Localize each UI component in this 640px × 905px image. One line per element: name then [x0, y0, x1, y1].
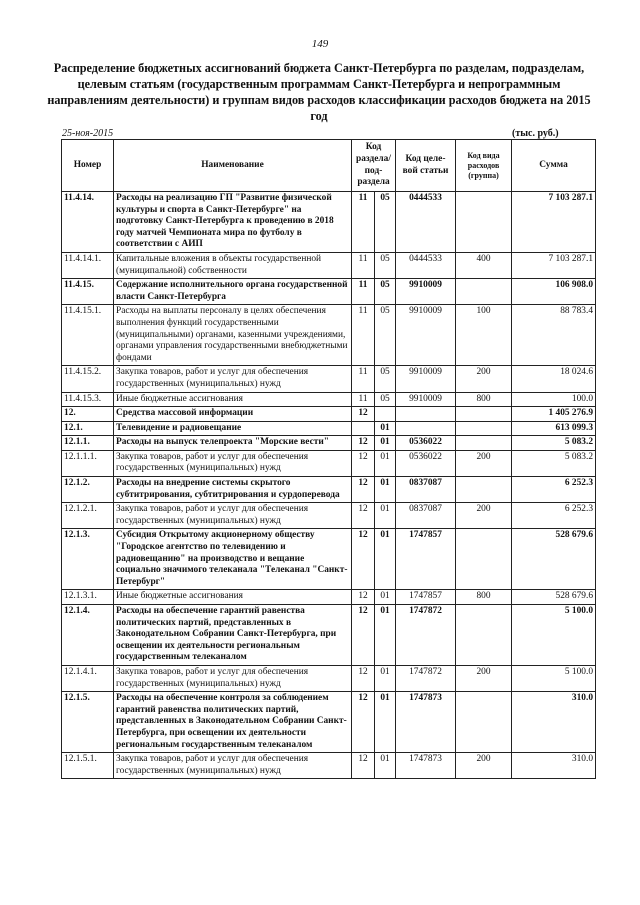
- row-number: 11.4.14.: [62, 192, 114, 253]
- table-row: [62, 477, 596, 503]
- row-subsection: 05: [375, 279, 396, 305]
- table-row: [62, 665, 596, 691]
- row-section: 12: [352, 590, 375, 605]
- row-number: 12.1.: [62, 421, 114, 436]
- table-row: [62, 279, 596, 305]
- row-subsection: 01: [375, 503, 396, 529]
- row-name: Расходы на выпуск телепроекта "Морские вести": [114, 436, 352, 451]
- row-sum: 310.0: [512, 692, 596, 753]
- table-row: [62, 305, 596, 366]
- row-subsection: 01: [375, 605, 396, 666]
- row-number: 12.: [62, 407, 114, 422]
- row-subsection: 05: [375, 192, 396, 253]
- table-row: [62, 605, 596, 666]
- row-name: Расходы на внедрение системы скрытого субтитрирования, субтитрирования и сурдоперевода: [114, 477, 352, 503]
- table-row: [62, 392, 596, 407]
- table-row: [62, 753, 596, 779]
- row-number: 11.4.14.1.: [62, 252, 114, 278]
- row-sum: 528 679.6: [512, 529, 596, 590]
- table-row: [62, 692, 596, 753]
- row-name: Закупка товаров, работ и услуг для обеспечения государственных (муниципальных) нужд: [114, 503, 352, 529]
- row-article: 9910009: [396, 279, 456, 305]
- row-group: [456, 529, 512, 590]
- row-sum: 7 103 287.1: [512, 192, 596, 253]
- row-section: 11: [352, 305, 375, 366]
- row-section: 12: [352, 665, 375, 691]
- row-section: 12: [352, 477, 375, 503]
- row-section: 11: [352, 392, 375, 407]
- header-number: Номер: [62, 140, 114, 192]
- table-row: [62, 407, 596, 422]
- row-sum: 5 083.2: [512, 436, 596, 451]
- row-group: [456, 279, 512, 305]
- row-subsection: 01: [375, 477, 396, 503]
- row-number: 11.4.15.2.: [62, 366, 114, 392]
- row-subsection: 01: [375, 529, 396, 590]
- row-subsection: 01: [375, 436, 396, 451]
- row-group: 400: [456, 252, 512, 278]
- row-number: 11.4.15.: [62, 279, 114, 305]
- row-sum: 18 024.6: [512, 366, 596, 392]
- row-article: [396, 421, 456, 436]
- row-article: 0536022: [396, 450, 456, 476]
- table-row: [62, 436, 596, 451]
- row-name: Закупка товаров, работ и услуг для обеспечения государственных (муниципальных) нужд: [114, 450, 352, 476]
- row-article: [396, 407, 456, 422]
- row-subsection: 05: [375, 366, 396, 392]
- table-body: [62, 192, 596, 779]
- row-number: 12.1.3.1.: [62, 590, 114, 605]
- row-sum: 88 783.4: [512, 305, 596, 366]
- row-name: Расходы на выплаты персоналу в целях обеспечения выполнения функций государственными (муниципальными) органами, казенными учреждениями, органами управления государственными внебюджетными фондами: [114, 305, 352, 366]
- row-group: [456, 192, 512, 253]
- row-article: 1747872: [396, 605, 456, 666]
- row-number: 12.1.2.1.: [62, 503, 114, 529]
- row-name: Средства массовой информации: [114, 407, 352, 422]
- row-group: 200: [456, 753, 512, 779]
- row-subsection: 01: [375, 665, 396, 691]
- table-row: [62, 590, 596, 605]
- header-section: Код раздела/ под-раздела: [352, 140, 396, 192]
- row-sum: 5 100.0: [512, 665, 596, 691]
- row-subsection: 05: [375, 252, 396, 278]
- row-section: 11: [352, 252, 375, 278]
- row-section: 12: [352, 605, 375, 666]
- row-subsection: [375, 407, 396, 422]
- row-name: Закупка товаров, работ и услуг для обеспечения государственных (муниципальных) нужд: [114, 366, 352, 392]
- row-group: 800: [456, 392, 512, 407]
- row-subsection: 01: [375, 421, 396, 436]
- row-article: 1747872: [396, 665, 456, 691]
- row-article: 0536022: [396, 436, 456, 451]
- header-group: Код вида расходов (группа): [456, 140, 512, 192]
- row-sum: 310.0: [512, 753, 596, 779]
- row-subsection: 01: [375, 753, 396, 779]
- row-group: [456, 436, 512, 451]
- row-group: 800: [456, 590, 512, 605]
- row-sum: 6 252.3: [512, 477, 596, 503]
- row-number: 12.1.3.: [62, 529, 114, 590]
- row-group: [456, 692, 512, 753]
- row-section: 12: [352, 692, 375, 753]
- row-name: Капитальные вложения в объекты государственной (муниципальной) собственности: [114, 252, 352, 278]
- row-number: 12.1.4.: [62, 605, 114, 666]
- row-article: 0444533: [396, 252, 456, 278]
- row-subsection: 05: [375, 305, 396, 366]
- table-row: [62, 529, 596, 590]
- row-number: 12.1.4.1.: [62, 665, 114, 691]
- row-section: 11: [352, 279, 375, 305]
- row-article: 1747857: [396, 590, 456, 605]
- document-title: Распределение бюджетных ассигнований бюджета Санкт-Петербурга по разделам, подразделам, целевым статьям (государственным программам Санкт-Петербурга и непрограммным направлениям деятельности) и группам видов расходов классификации расходов бюджета на 2015 год: [47, 61, 591, 123]
- row-number: 12.1.5.1.: [62, 753, 114, 779]
- row-group: [456, 421, 512, 436]
- table-header-row: [62, 140, 596, 192]
- table-row: [62, 366, 596, 392]
- table-row: [62, 503, 596, 529]
- row-article: 1747873: [396, 753, 456, 779]
- row-section: 12: [352, 529, 375, 590]
- row-subsection: 01: [375, 450, 396, 476]
- row-name: Расходы на реализацию ГП "Развитие физической культуры и спорта в Санкт-Петербурге" на подготовку Санкт-Петербурга к проведению в 2018 году матчей Чемпионата мира по футболу в соответствии с АИП: [114, 192, 352, 253]
- row-group: 200: [456, 366, 512, 392]
- header-name: Наименование: [114, 140, 352, 192]
- row-section: 11: [352, 366, 375, 392]
- row-sum: 1 405 276.9: [512, 407, 596, 422]
- row-article: 0444533: [396, 192, 456, 253]
- row-article: 9910009: [396, 305, 456, 366]
- header-article: Код целе-вой статьи: [396, 140, 456, 192]
- row-name: Расходы на обеспечение контроля за соблюдением гарантий равенства политических партий, представленных в Законодательном Собрании Санкт-Петербурга, при освещении их деятельности региональным государственным телеканалом: [114, 692, 352, 753]
- row-name: Иные бюджетные ассигнования: [114, 392, 352, 407]
- row-name: Закупка товаров, работ и услуг для обеспечения государственных (муниципальных) нужд: [114, 753, 352, 779]
- row-number: 11.4.15.3.: [62, 392, 114, 407]
- row-section: 12: [352, 450, 375, 476]
- row-article: 0837087: [396, 503, 456, 529]
- table-row: [62, 192, 596, 253]
- row-section: [352, 421, 375, 436]
- budget-table: [61, 139, 596, 779]
- row-name: Субсидия Открытому акционерному обществу "Городское агентство по телевидению и радиовещанию" на производство и вещание социально значимого телеканала "Телеканал "Санкт-Петербург": [114, 529, 352, 590]
- row-group: [456, 407, 512, 422]
- row-sum: 528 679.6: [512, 590, 596, 605]
- row-name: Закупка товаров, работ и услуг для обеспечения государственных (муниципальных) нужд: [114, 665, 352, 691]
- row-number: 12.1.2.: [62, 477, 114, 503]
- row-group: 200: [456, 665, 512, 691]
- row-sum: 7 103 287.1: [512, 252, 596, 278]
- row-subsection: 01: [375, 692, 396, 753]
- row-sum: 5 083.2: [512, 450, 596, 476]
- row-section: 12: [352, 436, 375, 451]
- row-sum: 5 100.0: [512, 605, 596, 666]
- row-section: 12: [352, 503, 375, 529]
- row-number: 12.1.1.: [62, 436, 114, 451]
- row-name: Иные бюджетные ассигнования: [114, 590, 352, 605]
- page-number: 149: [311, 38, 329, 50]
- row-article: 0837087: [396, 477, 456, 503]
- row-article: 9910009: [396, 392, 456, 407]
- row-sum: 613 099.3: [512, 421, 596, 436]
- row-number: 11.4.15.1.: [62, 305, 114, 366]
- row-subsection: 01: [375, 590, 396, 605]
- row-number: 12.1.5.: [62, 692, 114, 753]
- row-group: 100: [456, 305, 512, 366]
- row-group: 200: [456, 503, 512, 529]
- row-number: 12.1.1.1.: [62, 450, 114, 476]
- row-article: 1747873: [396, 692, 456, 753]
- row-sum: 100.0: [512, 392, 596, 407]
- row-group: [456, 605, 512, 666]
- row-group: [456, 477, 512, 503]
- row-sum: 6 252.3: [512, 503, 596, 529]
- currency-unit: (тыс. руб.): [512, 128, 559, 139]
- document-date: 25-ноя-2015: [62, 128, 114, 139]
- table-row: [62, 450, 596, 476]
- row-article: 9910009: [396, 366, 456, 392]
- row-section: 12: [352, 753, 375, 779]
- row-group: 200: [456, 450, 512, 476]
- row-sum: 106 908.0: [512, 279, 596, 305]
- row-article: 1747857: [396, 529, 456, 590]
- table-row: [62, 252, 596, 278]
- table-row: [62, 421, 596, 436]
- row-name: Содержание исполнительного органа государственной власти Санкт-Петербурга: [114, 279, 352, 305]
- row-subsection: 05: [375, 392, 396, 407]
- row-name: Телевидение и радиовещание: [114, 421, 352, 436]
- header-sum: Сумма: [512, 140, 596, 192]
- row-section: 12: [352, 407, 375, 422]
- row-section: 11: [352, 192, 375, 253]
- row-name: Расходы на обеспечение гарантий равенства политических партий, представленных в Законодательном Собрании Санкт-Петербурга, при освещении их деятельности региональным государственным телеканалом: [114, 605, 352, 666]
